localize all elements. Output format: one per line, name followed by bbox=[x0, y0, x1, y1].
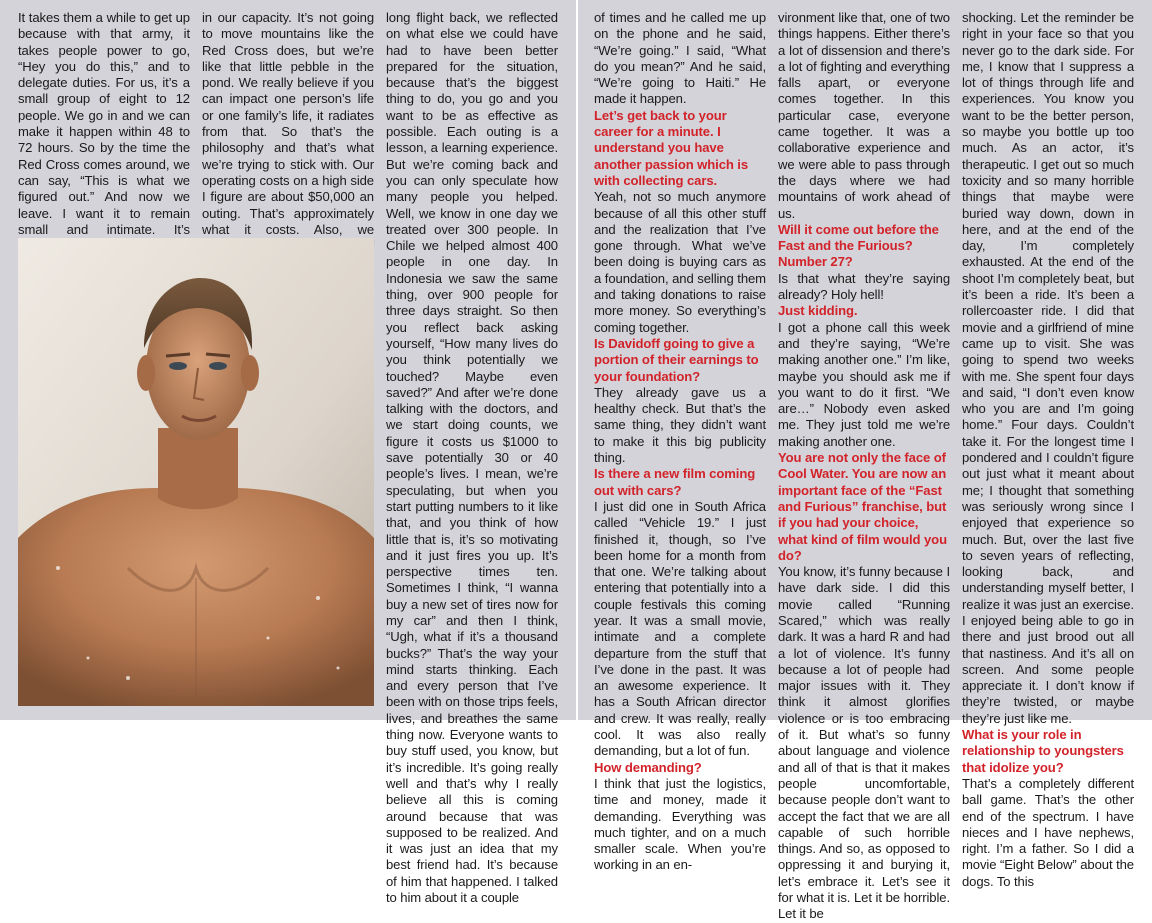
answer-paragraph: I think that just the logistics, time and money, made it demanding. Everything was much tighter, and on a much smaller scale. When you’re working in an en- bbox=[594, 775, 766, 873]
answer-paragraph: Yeah, not so much anymore because of all this other stuff and the realization that I’ve gone through. What we’ve been doing is buying cars as a foundation, and selling them and taking donations to raise more money. So everything’s coming together. bbox=[594, 189, 766, 335]
answer-paragraph: You know, it’s funny because I have dark side. I did this movie called “Running Scared,” which was really dark. It was a hard R and had a lot of violence. It’s funny because a lot of people had major issues with it. They think it almost glorifies violence or is too embracing of it. But what’s so funny about language and violence and all of that is that it makes people uncomfortable, because people don’t want to accept the fact that we are all capable of such horrible things. And so, as opposed to oppressing it and burying it, let’s embrace it. Let’s see it for what it is. Let it be horrible. Let it be bbox=[778, 564, 950, 922]
portrait-photo bbox=[18, 238, 374, 706]
answer-paragraph: I just did one in South Africa called “Vehicle 19.” I just finished it, though, so I’ve been home for a month from that one. We’re talking about entering that potentially into a couple festivals this coming year. It was a small movie, intimate and a complete departure from the stuff that I’ve done in the past. It was an awesome experience. It has a South African director and crew. It was really, really cool. It was also really demanding, but a lot of fun. bbox=[594, 498, 766, 759]
answer-paragraph: That’s a completely different ball game. That’s the other end of the spectrum. I have nieces and I have nephews, right. I’m a father. So I did a movie “Eight Below” about the dogs. To this bbox=[962, 775, 1134, 889]
article-column-4 bbox=[594, 10, 766, 873]
interview-question: Will it come out before the Fast and the Furious? Number 27? bbox=[778, 221, 939, 270]
answer-paragraph: shocking. Let the reminder be right in your face so that you never go to the dark side. For me, I know that I suppress a lot of things through life and experiences. You know you want to be the better person, so maybe you bottle up too much. As an actor, it’s therapeutic. I get out so much toxicity and so many horrible things that maybe were buried way down, down in here, and at the end of the day, I’m completely exhausted. At the end of the shoot I’m completely beat, but it’s been a ride. It’s been a rollercoaster ride. I did that movie and a girlfriend of mine came up to visit. She was going to spend two weeks with me. She spent four days and said, “I don’t even know who you are and I’m going home.” Four days. Couldn’t take it. For the longest time I pondered and I couldn’t figure out just what it meant about me; I thought that something was seriously wrong since I enjoyed that experience so much. But, over the last five to seven years of reflecting, looking back, and understanding myself better, I realize it was just an exercise. I enjoyed being able to go in there and just brood out all that nastiness. And it’s all on screen. And some people appreciate it. I don’t know if they’re twisted, or maybe they’re just like me. bbox=[962, 10, 1134, 726]
answer-paragraph: long flight back, we reflected on what else we could have had to have been better prepared for the situation, because that’s the biggest thing to do, you go and you want to be as effective as possible. Each outing is a lesson, a learning experience. But we’re coming back and you can only speculate how many people you helped. Well, we know in one day we treated over 300 people. In Chile we helped almost 400 people in one day. In Indonesia we saw the same thing, over 900 people for three days straight. So then you reflect back asking yourself, “How many lives do you think potentially we touched? Maybe even saved?” And after we’re done talking with the doctors, and we start doing counts, we figure it costs us $1000 to save potentially 30 or 40 people’s lives. I mean, we’re speculating, but when you start putting numbers to it like that, and you think of how little that is, it’s so motivating and it just fires you up. It’s perspective times ten. Sometimes I think, “I wanna buy a new set of tires now for my car” and then I think, “Ugh, what if it’s a thousand bucks?” That’s the way your mind starts thinking. Each and every person that I’ve been with on those trips feels, lives, and breathes the same thing now. Everyone wants to buy stuff used, you know, but it’s incredible. It’s going really well and that’s why I really believe all this is coming around because that was supposed to be realized. And it was just an idea that my best friend had. It’s because of him that happened. I talked to him about it a couple bbox=[386, 10, 558, 906]
answer-paragraph: of times and he called me up on the phone and he said, “We’re going.” I said, “What do you mean?” And he said, “We’re going to Haiti.” He made it happen. bbox=[594, 10, 766, 107]
answer-paragraph: They already gave us a healthy check. But that’s the same thing, they didn’t want to make it this big publicity thing. bbox=[594, 384, 766, 466]
interview-question: What is your role in relationship to youngsters that idolize you? bbox=[962, 727, 1124, 775]
answer-paragraph: I got a phone call this week and they’re saying, “We’re making another one.” I’m like, maybe you should ask me if you want to do it first. “We are…” Nobody even asked me. They just told me we’re making another one. bbox=[778, 319, 950, 449]
interview-question: Is there a new film coming out with cars? bbox=[594, 466, 756, 498]
article-column-3 bbox=[386, 10, 558, 906]
answer-paragraph: Is that what they’re saying already? Holy hell! bbox=[778, 270, 950, 303]
answer-paragraph: vironment like that, one of two things happens. Either there’s a lot of dissension and there’s a lot of fighting and everything falls apart, or everyone comes together. In this particular case, everyone came together. It was a collaborative experience and we were able to pass through the days where we had mountains of work ahead of us. bbox=[778, 10, 950, 221]
interview-question: You are not only the face of Cool Water. You are now an important face of the “Fast and Furious” franchise, but if you had your choice, what kind of film would you do? bbox=[778, 450, 947, 563]
interview-question: Just kidding. bbox=[778, 303, 858, 319]
article-column-6 bbox=[962, 10, 1134, 889]
interview-question: Is Davidoff going to give a portion of their earnings to your foundation? bbox=[594, 335, 759, 384]
interview-question: How demanding? bbox=[594, 759, 702, 775]
answer-paragraph: in our capacity. It’s not going to move mountains like the Red Cross does, but we’re like that little pebble in the pond. We really believe if you can impact one person’s life or one family’s life, it radiates from that. So that’s the philosophy and that’s what we’re trying to stick with. Our operating costs on a high side I figure are about $50,000 an outing. That’s approximately what it costs. Also, we bbox=[202, 10, 374, 237]
article-column-2 bbox=[202, 10, 374, 238]
answer-paragraph: It takes them a while to get up because with that army, it takes people power to go, “Hey you do this,” and to delegate duties. For us, it’s a small group of eight to 12 people. We go in and we can make it happen within 48 to 72 hours. So by the time the Red Cross comes around, we can say, “This is what we figured out.” And now we leave. I want it to remain small and intimate. It’s bbox=[18, 10, 190, 237]
interview-question: Let’s get back to your career for a minute. I understand you have another passion which is with collecting cars. bbox=[594, 107, 749, 188]
article-column-1 bbox=[18, 10, 190, 238]
article-column-5 bbox=[778, 10, 950, 922]
